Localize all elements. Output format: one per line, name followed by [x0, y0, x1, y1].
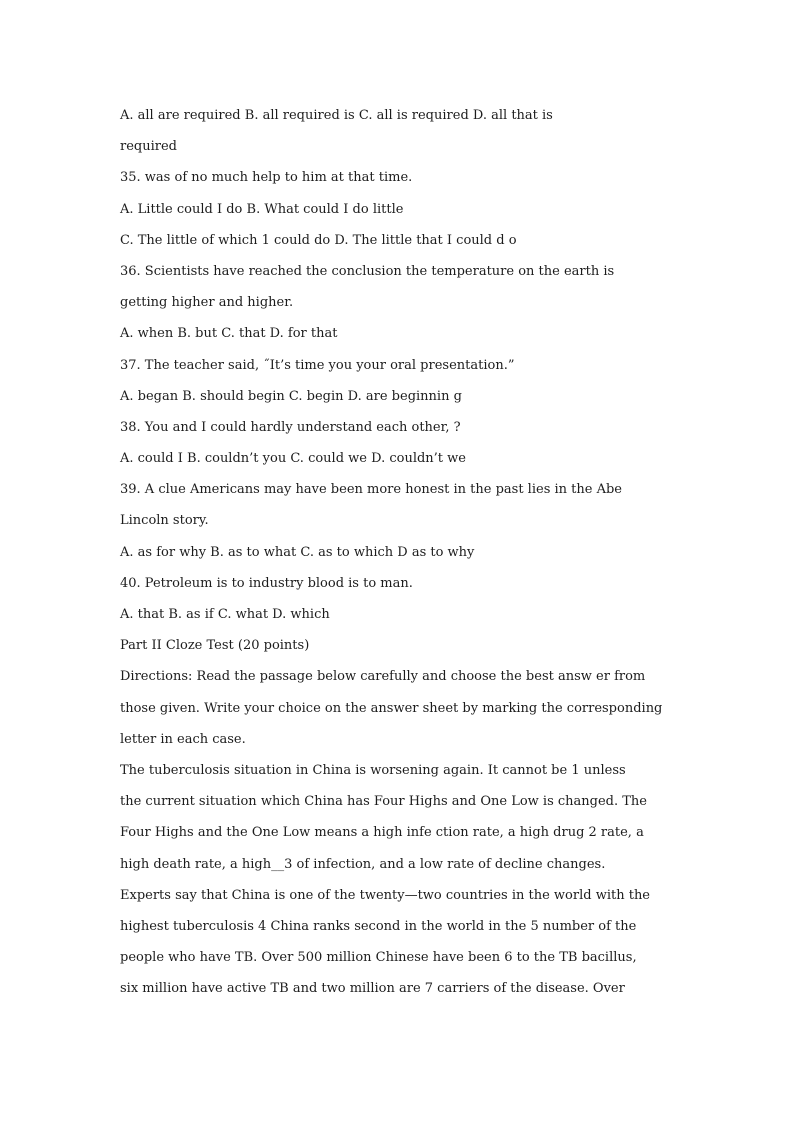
passage-line: highest tuberculosis 4 China ranks second in the world in the 5 number of the [120, 918, 637, 934]
question-38-options: A. could I B. couldn’t you C. could we D. couldn’t we [120, 451, 466, 467]
passage-line: six million have active TB and two million are 7 carriers of the disease. Over [120, 981, 625, 997]
text-line: required [120, 139, 177, 155]
question-36-stem: getting higher and higher. [120, 295, 294, 311]
directions-text: Directions: Read the passage below carefully and choose the best answ er from [120, 669, 646, 685]
directions-text: those given. Write your choice on the answer sheet by marking the corresponding [120, 700, 663, 716]
question-37-stem: 37. The teacher said, ˝It’s time you your oral presentation.” [120, 357, 515, 373]
passage-line: people who have TB. Over 500 million Chinese have been 6 to the TB bacillus, [120, 950, 637, 966]
passage-line: the current situation which China has Four Highs and One Low is changed. The [120, 794, 647, 810]
directions-text: letter in each case. [120, 731, 246, 747]
passage-line: The tuberculosis situation in China is worsening again. It cannot be 1 unless [120, 762, 626, 778]
question-40-options: A. that B. as if C. what D. which [120, 607, 330, 622]
passage-line: Experts say that China is one of the twenty—two countries in the world with the [120, 887, 651, 903]
question-35-options: A. Little could I do B. What could I do little [120, 201, 404, 217]
question-39-options: A. as for why B. as to what C. as to which D as to why [120, 544, 475, 560]
question-36-stem: 36. Scientists have reached the conclusion the temperature on the earth is [120, 263, 615, 279]
question-36-options: A. when B. but C. that D. for that [120, 326, 338, 342]
passage-line: high death rate, a high__3 of infection, and a low rate of decline changes. [120, 856, 606, 872]
question-39-stem: Lincoln story. [120, 513, 209, 529]
passage-line: Four Highs and the One Low means a high infe ction rate, a high drug 2 rate, a [120, 825, 644, 841]
question-35-options: C. The little of which 1 could do D. The little that I could d o [120, 232, 517, 248]
document-body [120, 100, 676, 1004]
question-37-options: A. began B. should begin C. begin D. are beginnin g [120, 388, 462, 404]
question-38-stem: 38. You and I could hardly understand each other, ? [120, 419, 461, 435]
question-39-stem: 39. A clue Americans may have been more honest in the past lies in the Abe [120, 482, 622, 498]
section-heading: Part II Cloze Test (20 points) [120, 638, 310, 654]
text-line: A. all are required B. all required is C. all is required D. all that is [120, 108, 553, 123]
question-40-stem: 40. Petroleum is to industry blood is to man. [120, 575, 413, 591]
question-35-stem: 35. was of no much help to him at that time. [120, 170, 413, 186]
